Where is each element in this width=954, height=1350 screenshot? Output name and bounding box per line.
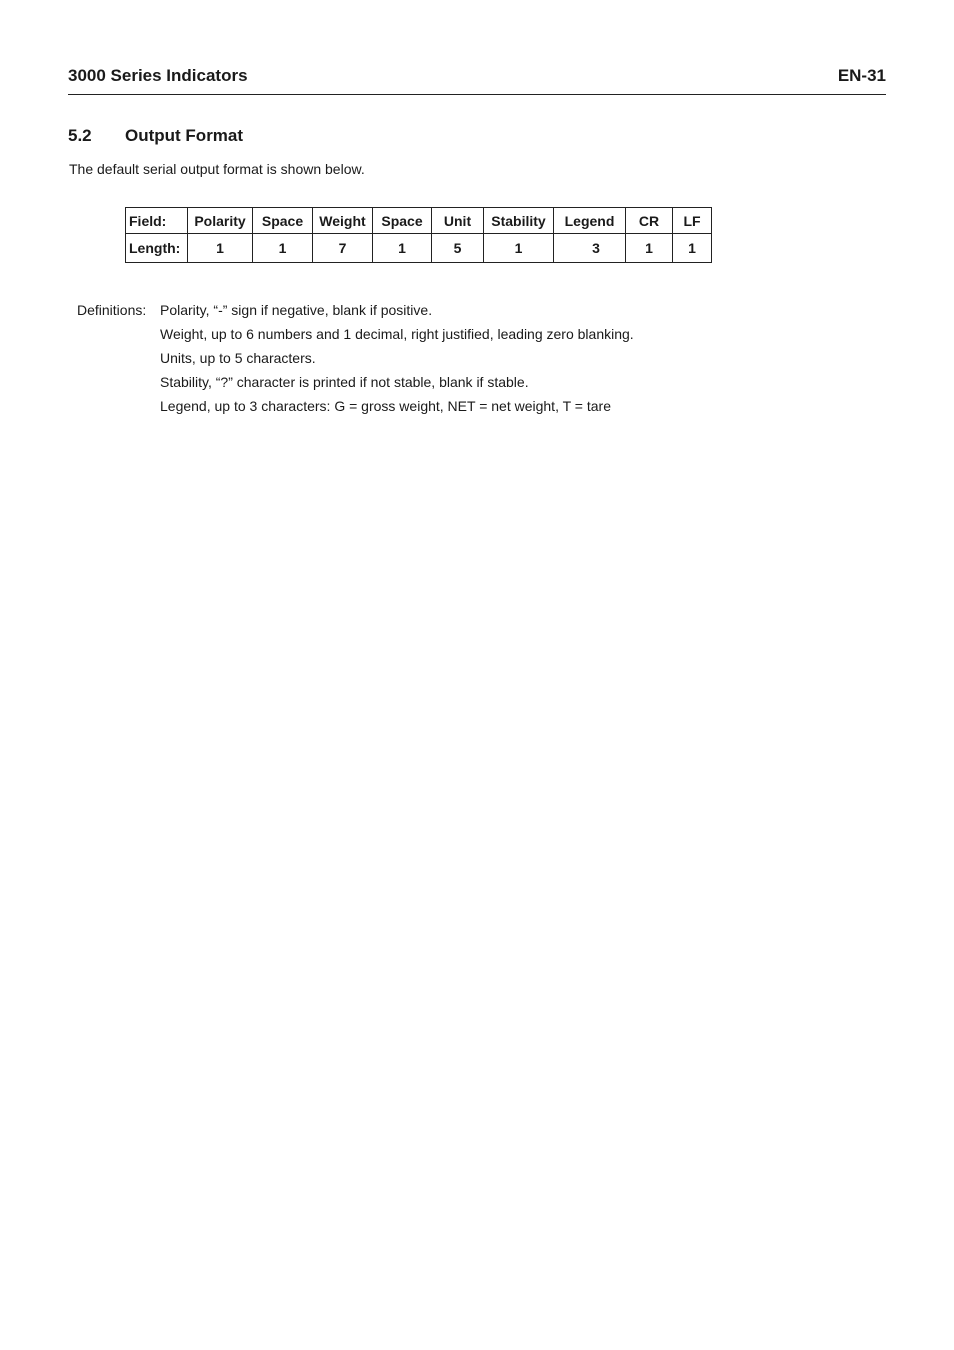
row-label-field: Field: bbox=[126, 208, 188, 234]
field-cell: Weight bbox=[313, 208, 373, 234]
section-number: 5.2 bbox=[68, 126, 92, 145]
definition-item: Stability, “?” character is printed if not stable, blank if stable. bbox=[160, 374, 529, 390]
definition-item: Polarity, “-” sign if negative, blank if positive. bbox=[160, 302, 433, 318]
length-cell: 1 bbox=[673, 234, 712, 263]
field-cell: Polarity bbox=[188, 208, 253, 234]
definitions-list bbox=[160, 298, 780, 418]
field-cell: LF bbox=[673, 208, 712, 234]
output-format-table bbox=[125, 207, 712, 263]
length-cell: 1 bbox=[484, 234, 554, 263]
length-cell: 1 bbox=[188, 234, 253, 263]
definition-item: Weight, up to 6 numbers and 1 decimal, right justified, leading zero blanking. bbox=[160, 326, 634, 342]
page-header bbox=[68, 66, 886, 95]
definition-item: Legend, up to 3 characters: G = gross weight, NET = net weight, T = tare bbox=[160, 398, 611, 414]
section-title: Output Format bbox=[125, 126, 244, 145]
field-cell: Unit bbox=[432, 208, 484, 234]
length-cell: 3 bbox=[554, 234, 626, 263]
field-cell: CR bbox=[626, 208, 673, 234]
length-cell: 1 bbox=[626, 234, 673, 263]
table-row-length bbox=[126, 234, 712, 263]
field-cell: Space bbox=[253, 208, 313, 234]
length-cell: 1 bbox=[373, 234, 432, 263]
length-cell: 1 bbox=[253, 234, 313, 263]
table-row-field bbox=[126, 208, 712, 234]
field-cell: Space bbox=[373, 208, 432, 234]
field-cell: Legend bbox=[554, 208, 626, 234]
length-cell: 5 bbox=[432, 234, 484, 263]
page-number: EN-31 bbox=[837, 66, 886, 85]
definition-item: Units, up to 5 characters. bbox=[160, 350, 316, 366]
section-heading bbox=[68, 126, 243, 146]
field-cell: Stability bbox=[484, 208, 554, 234]
intro-paragraph: The default serial output format is shown below. bbox=[69, 161, 365, 177]
document-title: 3000 Series Indicators bbox=[68, 66, 248, 85]
definitions-label: Definitions: bbox=[77, 302, 147, 318]
row-label-length: Length: bbox=[126, 234, 188, 263]
length-cell: 7 bbox=[313, 234, 373, 263]
